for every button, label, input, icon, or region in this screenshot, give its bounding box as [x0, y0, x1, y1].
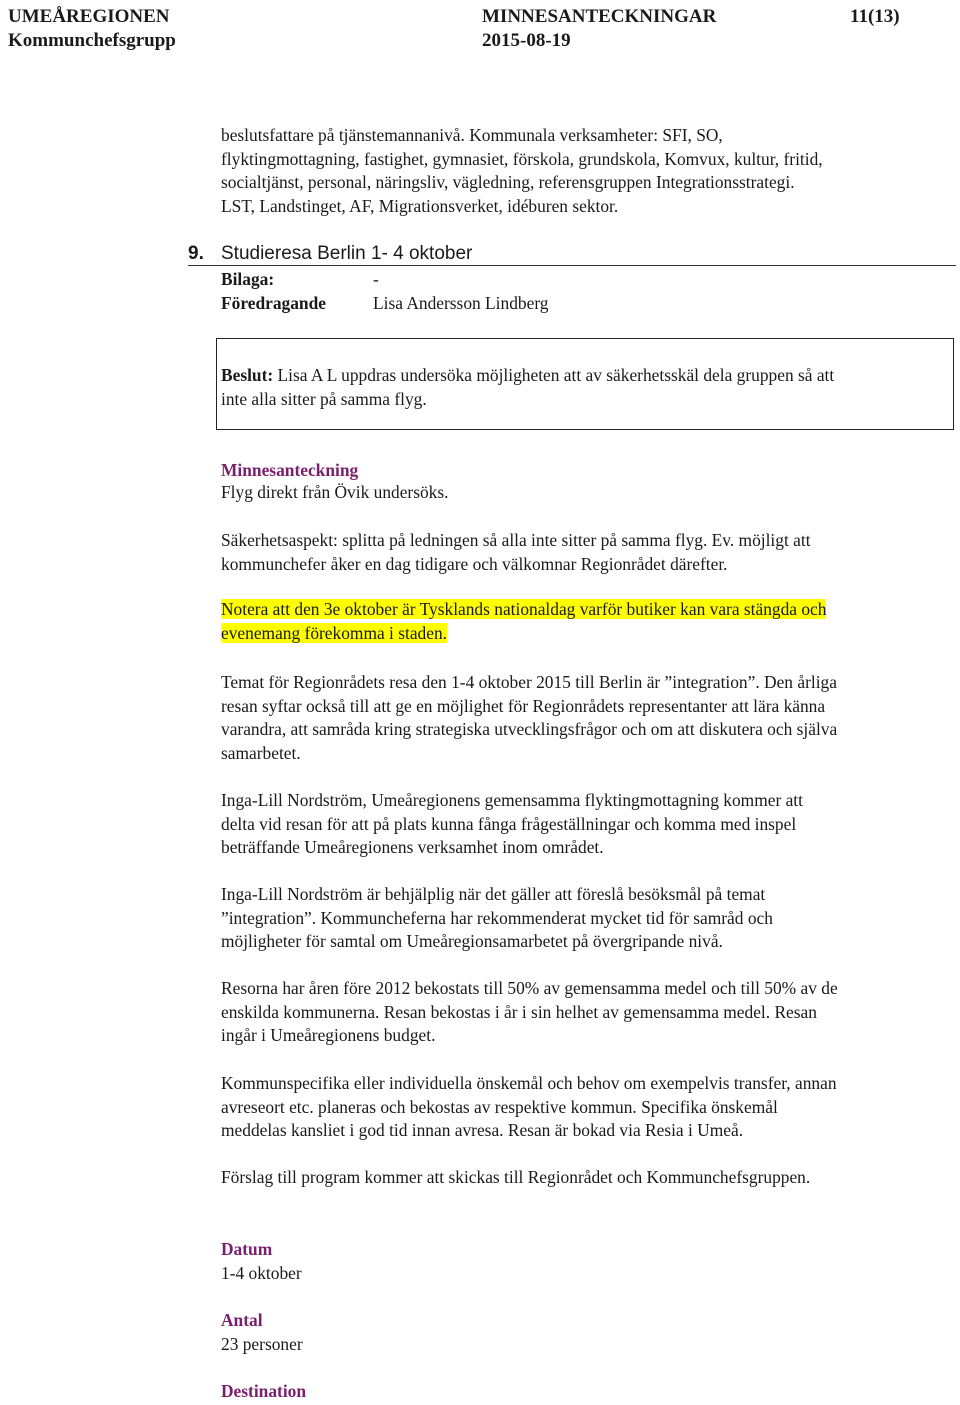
intro-paragraph	[221, 124, 956, 218]
text-line: samarbetet.	[221, 742, 301, 763]
text-line: avreseort etc. planeras och bekostas av respektive kommun. Specifika önskemål	[221, 1096, 778, 1117]
highlighted-line: Notera att den 3e oktober är Tysklands nationaldag varför butiker kan vara stängda och	[221, 599, 827, 619]
text-line: LST, Landstinget, AF, Migrationsverket, idéburen sektor.	[221, 195, 619, 216]
text-line: Resorna har åren före 2012 bekostats till 50% av gemensamma medel och till 50% av de	[221, 978, 838, 998]
text-line: socialtjänst, personal, näringsliv, vägledning, referensgruppen Integrationsstrategi.	[221, 172, 795, 192]
text-line: Inga-Lill Nordström, Umeåregionens gemensamma flyktingmottagning kommer att	[221, 790, 803, 810]
text-line: Inga-Lill Nordström är behjälplig när det gäller att föreslå besöksmål på temat	[221, 884, 766, 904]
notes-paragraph	[221, 789, 956, 860]
group-name: Kommunchefsgrupp	[8, 30, 176, 51]
text-line: varandra, att samråda kring strategiska utvecklingsfrågor och om att diskutera och själva	[221, 719, 838, 739]
bilaga-label: Bilaga:	[221, 269, 275, 289]
text-line: kommunchefer åker en dag tidigare och välkomnar Regionrådet därefter.	[221, 553, 728, 574]
decision-line: inte alla sitter på samma flyg.	[221, 388, 427, 409]
text-line: ingår i Umeåregionens budget.	[221, 1025, 436, 1045]
foredragande-label: Föredragande	[221, 293, 326, 313]
datum-value: 1-4 oktober	[221, 1263, 302, 1283]
antal-value: 23 personer	[221, 1334, 303, 1354]
text-line: möjligheter för samtal om Umeåregionsamarbetet på övergripande nivå.	[221, 931, 723, 951]
notes-paragraph	[221, 1166, 956, 1190]
decision-line: Lisa A L uppdras undersöka möjligheten att av säkerhetsskäl dela gruppen så att	[273, 365, 835, 385]
text-line: meddelas kansliet i god tid innan avresa. Resan är bokad via Resia i Umeå.	[221, 1120, 744, 1140]
text-line: Säkerhetsaspekt: splitta på ledningen så alla inte sitter på samma flyg. Ev. möjligt att	[221, 530, 811, 550]
page-number: 11(13)	[850, 6, 900, 27]
foredragande-value: Lisa Andersson Lindberg	[373, 293, 549, 313]
item-number: 9.	[188, 243, 204, 264]
datum-label: Datum	[221, 1239, 273, 1259]
bilaga-value: -	[373, 269, 379, 289]
heading-divider	[188, 265, 956, 266]
text-line: enskilda kommunerna. Resan bekostas i år i sin helhet av gemensamma medel. Resan	[221, 1001, 817, 1022]
text-line: Flyg direkt från Övik undersöks.	[221, 482, 449, 502]
decision-label: Beslut:	[221, 365, 274, 385]
document-date: 2015-08-19	[482, 30, 571, 51]
notes-heading: Minnesanteckning	[221, 460, 359, 480]
notes-paragraph	[221, 529, 956, 576]
notes-paragraph	[221, 977, 956, 1048]
antal-label: Antal	[221, 1310, 263, 1330]
text-line: flyktingmottagning, fastighet, gymnasiet, förskola, grundskola, Komvux, kultur, fritid,	[221, 148, 823, 169]
text-line: ”integration”. Kommuncheferna har rekommenderat mycket tid för samråd och	[221, 907, 773, 928]
text-line: beslutsfattare på tjänstemannanivå. Kommunala verksamheter: SFI, SO,	[221, 125, 723, 145]
notes-paragraph	[221, 481, 956, 505]
highlighted-note	[221, 598, 956, 645]
highlighted-line: evenemang förekomma i staden.	[221, 622, 447, 643]
destination-label: Destination	[221, 1381, 307, 1401]
text-line: beträffande Umeåregionens verksamhet inom området.	[221, 837, 604, 857]
text-line: Kommunspecifika eller individuella önskemål och behov om exempelvis transfer, annan	[221, 1073, 837, 1093]
item-title: Studieresa Berlin 1- 4 oktober	[221, 243, 473, 264]
text-line: delta vid resan för att på plats kunna fånga frågeställningar och komma med inspel	[221, 813, 797, 834]
org-name: UMEÅREGIONEN	[8, 6, 170, 27]
notes-paragraph	[221, 671, 956, 765]
text-line: Temat för Regionrådets resa den 1-4 oktober 2015 till Berlin är ”integration”. Den årliga	[221, 672, 837, 692]
text-line: Förslag till program kommer att skickas till Regionrådet och Kommunchefsgruppen.	[221, 1167, 811, 1187]
notes-paragraph	[221, 883, 956, 954]
notes-paragraph	[221, 1072, 956, 1143]
document-type: MINNESANTECKNINGAR	[482, 6, 717, 27]
text-line: resan syftar också till att ge en möjlighet för Regionrådets representanter att lära känna	[221, 695, 826, 716]
decision-text	[221, 364, 946, 411]
